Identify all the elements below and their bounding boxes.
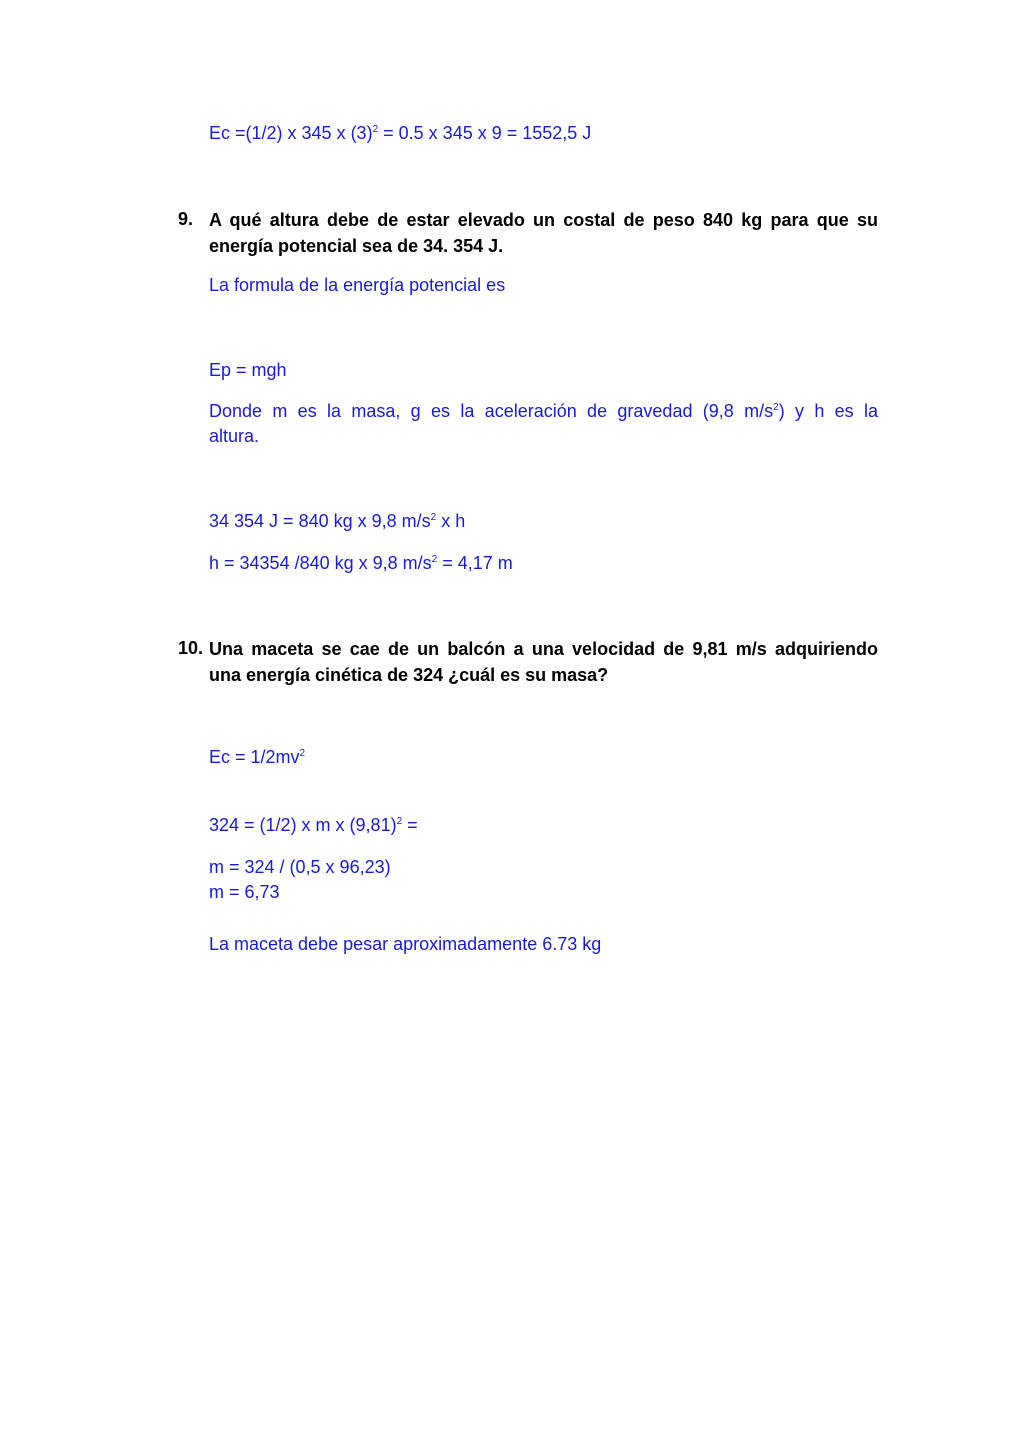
- q9-equation-2: [209, 551, 513, 575]
- ec-calc-exponent: 2: [372, 124, 379, 135]
- q10-conclusion: La maceta debe pesar aproximadamente 6.73 kg: [209, 934, 602, 954]
- q9-eq1-exponent: 2: [430, 512, 437, 523]
- q9-where-b: ) y h es la: [778, 401, 879, 421]
- q9-where-paragraph: [209, 399, 878, 449]
- q9-intro: La formula de la energía potencial es: [209, 275, 506, 295]
- q9-where-exponent: 2: [773, 402, 779, 413]
- question-9-line-2: energía potencial sea de 34. 354 J.: [209, 236, 504, 256]
- q10-eq1-exponent: 2: [396, 816, 403, 827]
- question-10-line-1: Una maceta se cae de un balcón a una velocidad de 9,81 m/s adquiriendo: [209, 639, 878, 659]
- question-9-number: 9.: [178, 209, 194, 229]
- q9-where-line-1: [209, 399, 878, 424]
- q10-eq1-a: 324 = (1/2) x m x (9,81): [209, 815, 397, 835]
- ec-calc-part-b: = 0.5 x 345 x 9 = 1552,5 J: [378, 123, 592, 143]
- question-10-text: [209, 636, 878, 688]
- q9-equation-1: [209, 509, 465, 533]
- q9-where-a: Donde m es la masa, g es la aceleración de gravedad (9,8 m/s: [209, 401, 774, 421]
- q9-formula: Ep = mgh: [209, 360, 287, 380]
- q10-formula: [209, 745, 305, 769]
- q9-eq1-a: 34 354 J = 840 kg x 9,8 m/s: [209, 511, 431, 531]
- question-9-text: [209, 207, 878, 259]
- q9-eq2-exponent: 2: [431, 554, 438, 565]
- q10-eq1-b: =: [402, 815, 418, 835]
- q10-formula-a: Ec = 1/2mv: [209, 747, 300, 767]
- question-9-line-1: A qué altura debe de estar elevado un costal de peso 840 kg para que su: [209, 210, 878, 230]
- ec-calculation-line: [209, 121, 591, 145]
- q10-formula-exponent: 2: [299, 748, 306, 759]
- q10-equation-1: [209, 813, 418, 837]
- q10-equation-3: m = 6,73: [209, 882, 280, 902]
- q10-equation-2: m = 324 / (0,5 x 96,23): [209, 857, 391, 877]
- q9-eq1-b: x h: [436, 511, 466, 531]
- q9-eq2-a: h = 34354 /840 kg x 9,8 m/s: [209, 553, 432, 573]
- question-10-line-2: una energía cinética de 324 ¿cuál es su masa?: [209, 665, 609, 685]
- ec-calc-part-a: Ec =(1/2) x 345 x (3): [209, 123, 373, 143]
- q9-where-line-2: altura.: [209, 426, 260, 446]
- question-10-number: 10.: [178, 638, 204, 658]
- q9-eq2-b: = 4,17 m: [437, 553, 513, 573]
